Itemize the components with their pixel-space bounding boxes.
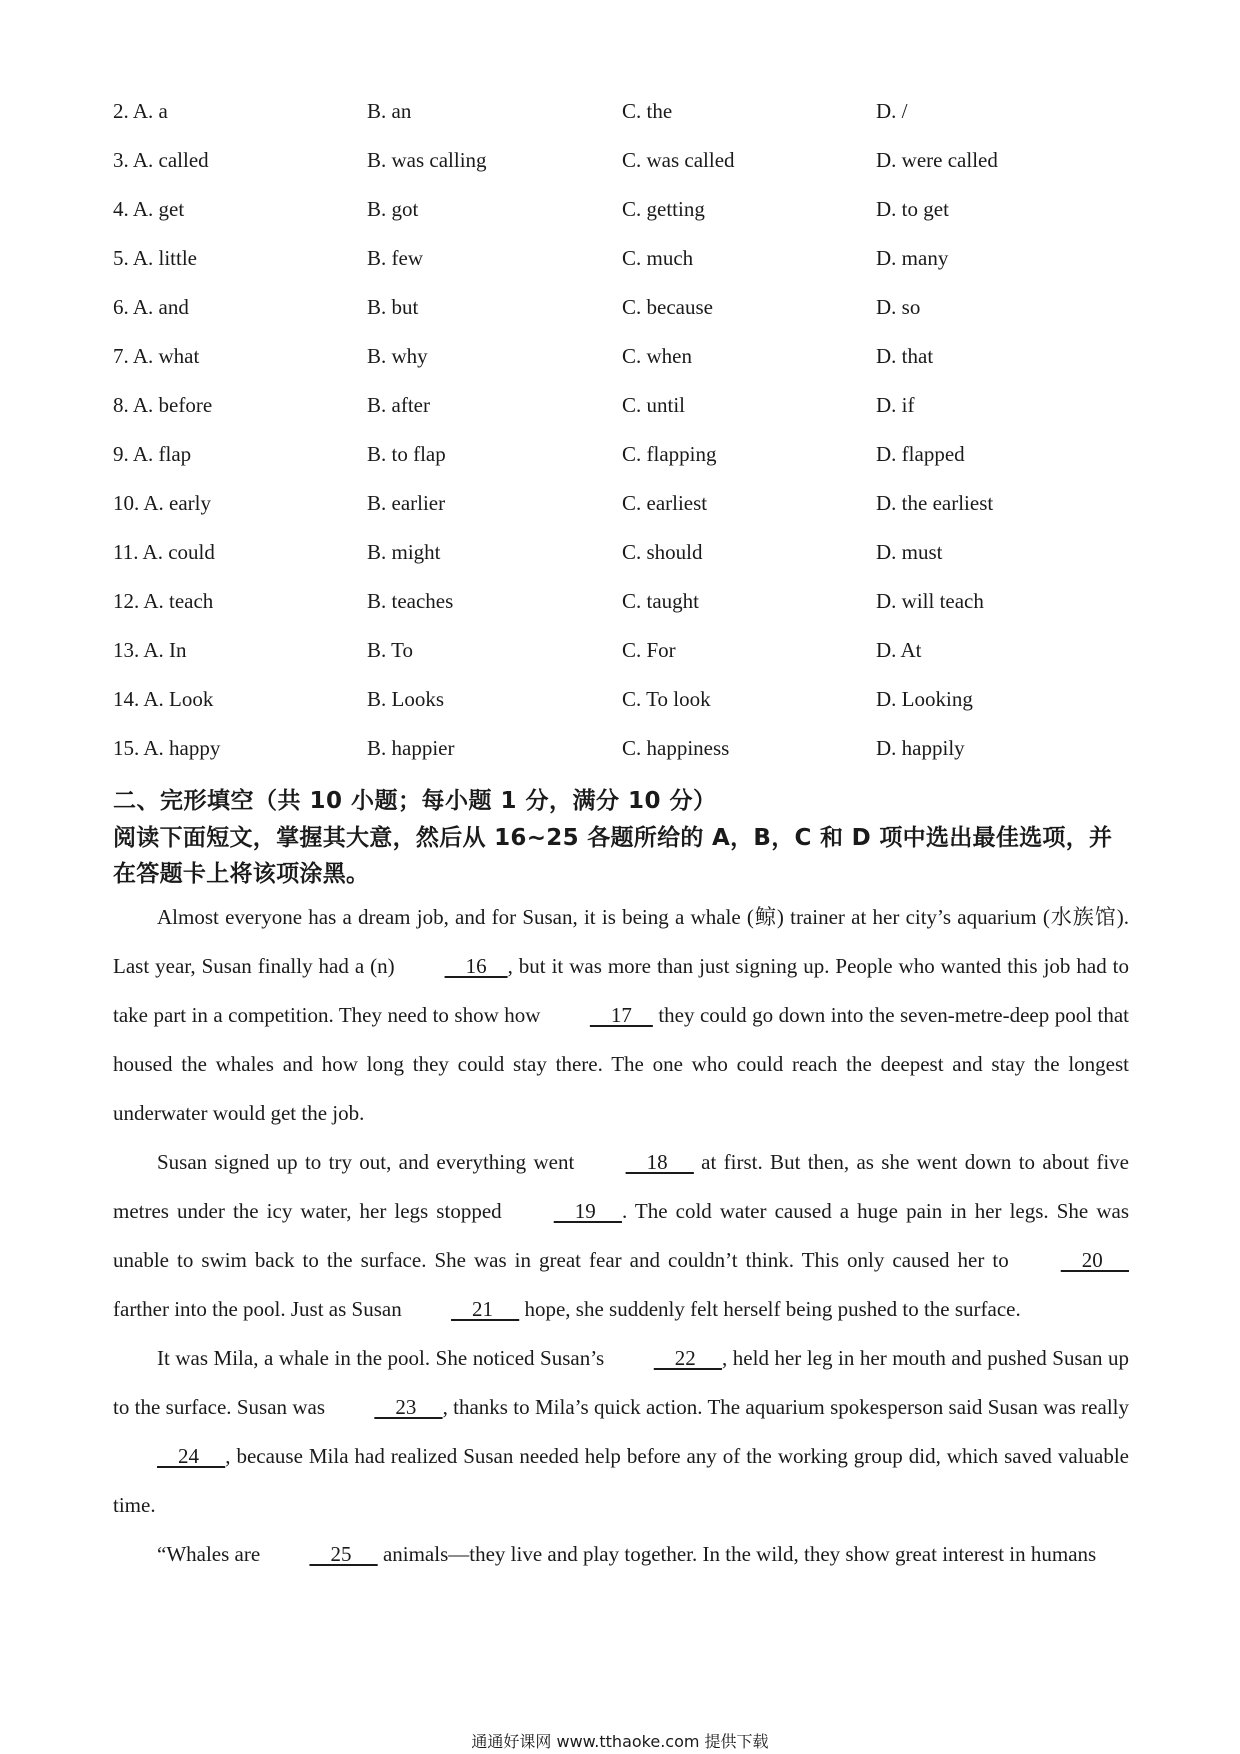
option-b: B. was calling [367,148,487,172]
option-a: 12. A. teach [113,589,214,613]
option-b: B. few [367,246,423,270]
option-row-7 [113,344,1133,393]
option-b: B. got [367,197,419,221]
option-c: C. much [622,246,694,270]
passage-text: Susan signed up to try out, and everything went [157,1150,582,1174]
option-a: 8. A. before [113,393,213,417]
passage-text: Almost everyone has a dream job, and for Susan, it is being a whale (鲸) trainer at her city’s aquarium (水族馆). Last year, Susan finally had a (n) [113,905,1129,978]
option-b: B. happier [367,736,455,760]
option-c: C. was called [622,148,735,172]
paragraph-4 [113,1530,1129,1579]
option-c: C. taught [622,589,699,613]
blank-20: 20 [1060,1248,1129,1272]
blank-16: 16 [444,954,508,978]
section-instruction: 阅读下面短文，掌握其大意，然后从 16~25 各题所给的 A，B，C 和 D 项中选出最佳选项，并在答题卡上将该项涂黑。 [113,825,1113,887]
option-d: D. will teach [876,589,984,613]
option-row-2 [113,99,1133,148]
option-a: 4. A. get [113,197,185,221]
paragraph-2 [113,1138,1129,1334]
option-row-5 [113,246,1133,295]
blank-17: 17 [589,1003,653,1027]
option-d: D. were called [876,148,998,172]
option-c: C. flapping [622,442,717,466]
passage-text: , because Mila had realized Susan needed help before any of the working group did, which saved valuable time. [113,1444,1129,1517]
option-d: D. flapped [876,442,965,466]
option-d: D. Looking [876,687,973,711]
option-d: D. many [876,246,949,270]
option-d: D. if [876,393,915,417]
option-c: C. because [622,295,713,319]
option-c: C. until [622,393,686,417]
option-c: C. happiness [622,736,730,760]
option-row-11 [113,540,1133,589]
option-b: B. might [367,540,441,564]
option-b: B. to flap [367,442,446,466]
passage-text: farther into the pool. Just as Susan [113,1297,407,1321]
option-a: 3. A. called [113,148,209,172]
paragraph-3 [113,1334,1129,1530]
option-d: D. At [876,638,922,662]
option-c: C. getting [622,197,705,221]
option-row-12 [113,589,1133,638]
option-a: 15. A. happy [113,736,221,760]
passage-text: “Whales are [157,1542,266,1566]
option-b: B. Looks [367,687,445,711]
option-d: D. that [876,344,934,368]
option-c: C. should [622,540,703,564]
option-d: D. must [876,540,943,564]
option-b: B. why [367,344,428,368]
option-row-9 [113,442,1133,491]
option-a: 9. A. flap [113,442,192,466]
option-c: C. For [622,638,676,662]
paragraph-1 [113,893,1129,1138]
option-a: 11. A. could [113,540,215,564]
passage-text: hope, she suddenly felt herself being pushed to the surface. [519,1297,1021,1321]
section-title: 二、完形填空（共 10 小题；每小题 1 分，满分 10 分） [113,788,717,814]
option-a: 2. A. a [113,99,168,123]
blank-23: 23 [374,1395,443,1419]
blank-25: 25 [309,1542,378,1566]
option-d: D. so [876,295,921,319]
option-b: B. an [367,99,412,123]
option-c: C. earliest [622,491,708,515]
passage-text: It was Mila, a whale in the pool. She noticed Susan’s [157,1346,610,1370]
option-d: D. the earliest [876,491,994,515]
option-row-3 [113,148,1133,197]
blank-18: 18 [625,1150,694,1174]
option-c: C. the [622,99,673,123]
option-row-6 [113,295,1133,344]
option-row-8 [113,393,1133,442]
passage-text: at first. But then, as she went down to about five metres under the icy water, her legs stopped [113,1150,1129,1223]
option-c: C. when [622,344,692,368]
option-a: 5. A. little [113,246,197,270]
option-row-14 [113,687,1133,736]
reading-passage [113,893,1129,1579]
answer-options-list [113,99,1133,785]
option-c: C. To look [622,687,711,711]
option-row-10 [113,491,1133,540]
passage-text: animals—they live and play together. In the wild, they show great interest in humans [377,1542,1097,1566]
option-a: 14. A. Look [113,687,214,711]
option-row-13 [113,638,1133,687]
option-b: B. but [367,295,419,319]
passage-text: , thanks to Mila’s quick action. The aquarium spokesperson said Susan was really [442,1395,1129,1419]
blank-21: 21 [450,1297,520,1321]
passage-text: they could go down into the seven-metre-deep pool that housed the whales and how long they could stay there. The one who could reach the deepest and stay the longest underwater would get the job. [113,1003,1130,1125]
blank-19: 19 [553,1199,622,1223]
option-row-15 [113,736,1133,785]
option-a: 7. A. what [113,344,200,368]
option-a: 10. A. early [113,491,211,515]
blank-24: 24 [157,1444,226,1468]
option-b: B. earlier [367,491,446,515]
passage-text: , held her leg in her mouth and pushed Susan up to the surface. Susan was [113,1346,1129,1419]
passage-text: . The cold water caused a huge pain in her legs. She was unable to swim back to the surface. She was in great fear and couldn’t think. This only caused her to [113,1199,1129,1272]
option-b: B. after [367,393,430,417]
option-d: D. / [876,99,908,123]
option-b: B. teaches [367,589,454,613]
passage-text: , but it was more than just signing up. People who wanted this job had to take part in a competition. They need to show how [113,954,1129,1027]
option-a: 6. A. and [113,295,189,319]
blank-22: 22 [653,1346,723,1370]
page-footer: 通通好课网 www.tthaoke.com 提供下载 [471,1732,769,1751]
option-b: B. To [367,638,413,662]
option-a: 13. A. In [113,638,187,662]
option-row-4 [113,197,1133,246]
option-d: D. happily [876,736,965,760]
option-d: D. to get [876,197,949,221]
